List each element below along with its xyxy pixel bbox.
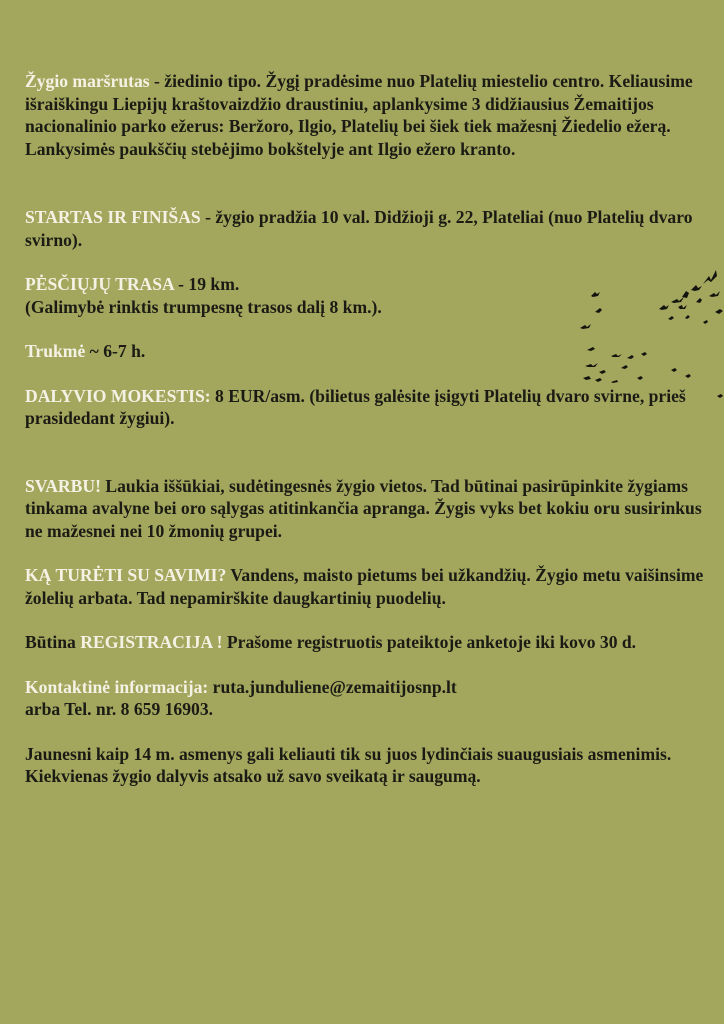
contact-label: Kontaktinė informacija: (25, 676, 209, 697)
trail-distance: - 19 km. (173, 274, 240, 294)
route-text: - žiedinio tipo. Žygį pradėsime nuo Platelių miestelio centro. Keliausime išraiškingu Liepijų kraštovaizdžio draustiniu, aplankysime 3 didžiausius Žemaitijos nacionalinio parko ežerus: Beržoro, Ilgio, Platelių bei šiek tiek mažesnį Žiedelio ežerą. Lankysimės paukščių stebėjimo bokštelyje ant Ilgio ežero kranto. (25, 71, 693, 159)
start-paragraph (25, 206, 705, 251)
flying-birds-icon (575, 262, 724, 412)
duration-label: Trukmė (25, 341, 86, 361)
trail-label: PĖSČIŲJŲ TRASA (25, 274, 174, 294)
registration-prefix: Būtina (25, 632, 81, 652)
bring-text: Vandens, maisto pietums bei užkandžių. Žygio metu vaišinsime žolelių arbata. Tad nepamirškite daugkartinių puodelių. (25, 565, 704, 608)
registration-label: REGISTRACIJA ! (80, 632, 223, 652)
bring-label: KĄ TURĖTI SU SAVIMI? (25, 565, 227, 585)
trail-note: (Galimybė rinktis trumpesnę trasos dalį 8 km.). (25, 296, 382, 317)
fee-text: 8 EUR/asm. (bilietus galėsite įsigyti Platelių dvaro svirne, prieš prasidedant žygiui). (25, 385, 686, 428)
fee-label: DALYVIO MOKESTIS: (25, 385, 211, 406)
start-text: - žygio pradžia 10 val. Didžioji g. 22, Plateliai (nuo Platelių dvaro svirno). (25, 207, 693, 250)
important-paragraph (25, 475, 705, 543)
hike-info (25, 70, 705, 788)
disclaimer-paragraph: Jaunesni kaip 14 m. asmenys gali keliauti tik su juos lydinčiais suaugusiais asmenimis. Kiekvienas žygio dalyvis atsako už savo sveikatą ir saugumą. (25, 743, 672, 786)
bring-paragraph (25, 564, 705, 609)
start-label: STARTAS IR FINIŠAS (25, 207, 201, 227)
important-label: SVARBU! (25, 475, 101, 496)
route-paragraph (25, 70, 705, 160)
registration-text: Prašome registruotis pateiktoje anketoje iki kovo 30 d. (222, 632, 637, 652)
important-text: Laukia iššūkiai, sudėtingesnės žygio vietos. Tad būtinai pasirūpinkite žygiams tinkama avalyne bei oro sąlygas atitinkančia apranga. Žygis vyks bet kokiu oru susirinkus ne mažesnei nei 10 žmonių grupei. (25, 475, 702, 541)
contact-paragraph (25, 676, 705, 721)
route-label: Žygio maršrutas (25, 71, 150, 91)
contact-email[interactable]: ruta.junduliene@zemaitijosnp.lt (208, 676, 457, 697)
contact-phone[interactable]: arba Tel. nr. 8 659 16903. (25, 699, 214, 719)
duration-text: ~ 6-7 h. (85, 341, 146, 361)
registration-paragraph (25, 631, 705, 654)
